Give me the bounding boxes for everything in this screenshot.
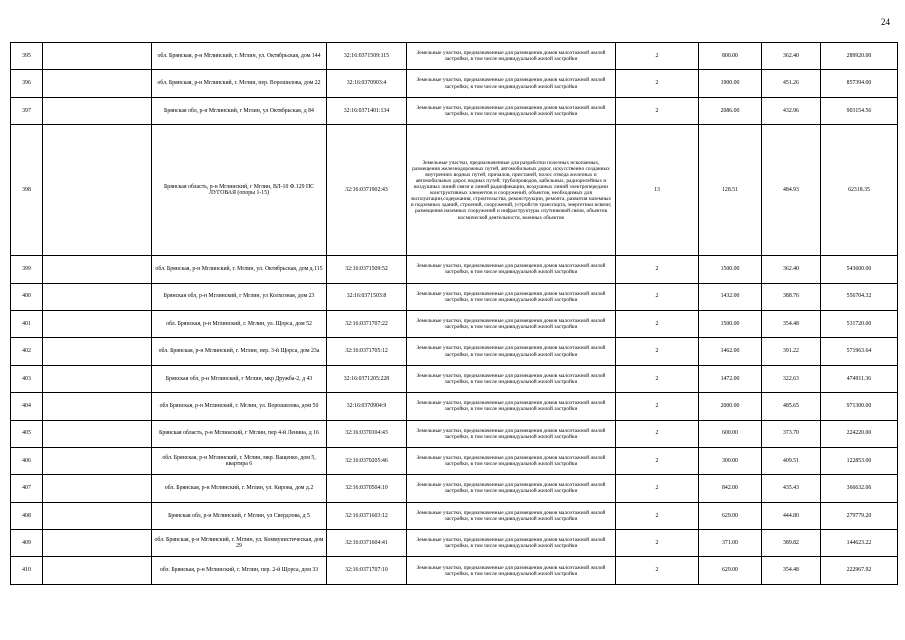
address-cell: обл. Брянская, р-н Мглинский, г. Мглин, ул. Октябрьская, дом 144 (152, 43, 327, 70)
row-number: 402 (11, 338, 43, 365)
area-cell: 800.00 (699, 43, 762, 70)
value-cell: 857394.00 (821, 70, 898, 97)
value-cell: 366632.06 (821, 475, 898, 502)
blank-cell (43, 557, 152, 584)
table-row (11, 70, 898, 97)
table-row (11, 365, 898, 392)
cadastral-number-cell: 32:16:0371509:115 (327, 43, 407, 70)
rate-cell: 391.22 (762, 338, 821, 365)
rate-cell: 435.43 (762, 475, 821, 502)
table-row (11, 310, 898, 337)
table-row (11, 502, 898, 529)
land-use-cell: Земельные участки, предназначенные для размещения домов малоэтажной жилой застройки, в том числе индивидуальной жилой застройки (407, 393, 616, 420)
blank-cell (43, 338, 152, 365)
value-cell: 279779.20 (821, 502, 898, 529)
quantity-cell: 2 (616, 338, 699, 365)
value-cell: 543600.00 (821, 256, 898, 283)
row-number: 409 (11, 530, 43, 557)
address-cell: Брянская обл, р-н Мглинский, г Мглин, ул Свердлова, д 5 (152, 502, 327, 529)
rate-cell: 389.82 (762, 530, 821, 557)
value-cell: 122853.00 (821, 447, 898, 474)
value-cell: 222967.92 (821, 557, 898, 584)
row-number: 404 (11, 393, 43, 420)
row-number: 400 (11, 283, 43, 310)
area-cell: 842.00 (699, 475, 762, 502)
row-number: 410 (11, 557, 43, 584)
blank-cell (43, 365, 152, 392)
cadastral-number-cell: 32:16:0371707:10 (327, 557, 407, 584)
quantity-cell: 2 (616, 43, 699, 70)
value-cell: 903154.56 (821, 97, 898, 124)
table-row (11, 475, 898, 502)
land-use-cell: Земельные участки, предназначенные для размещения домов малоэтажной жилой застройки, в том числе индивидуальной жилой застройки (407, 338, 616, 365)
blank-cell (43, 502, 152, 529)
quantity-cell: 2 (616, 365, 699, 392)
area-cell: 1462.00 (699, 338, 762, 365)
row-number: 401 (11, 310, 43, 337)
table-row (11, 97, 898, 124)
land-use-cell: Земельные участки, предназначенные для размещения домов малоэтажной жилой застройки, в том числе индивидуальной жилой застройки (407, 557, 616, 584)
value-cell: 144623.22 (821, 530, 898, 557)
rate-cell: 409.51 (762, 447, 821, 474)
area-cell: 1500.00 (699, 310, 762, 337)
cadastral-number-cell: 32:16:0370903:4 (327, 70, 407, 97)
land-use-cell: Земельные участки, предназначенные для размещения домов малоэтажной жилой застройки, в том числе индивидуальной жилой застройки (407, 43, 616, 70)
rate-cell: 432.96 (762, 97, 821, 124)
quantity-cell: 2 (616, 310, 699, 337)
row-number: 408 (11, 502, 43, 529)
area-cell: 600.00 (699, 420, 762, 447)
blank-cell (43, 393, 152, 420)
quantity-cell: 2 (616, 283, 699, 310)
value-cell: 571963.64 (821, 338, 898, 365)
value-cell: 556704.32 (821, 283, 898, 310)
table-row (11, 43, 898, 70)
quantity-cell: 2 (616, 420, 699, 447)
value-cell: 971300.00 (821, 393, 898, 420)
table-row (11, 125, 898, 256)
blank-cell (43, 97, 152, 124)
address-cell: обл. Брянская, р-н Мглинский, г. Мглин, пер. Ворошилова, дом 22 (152, 70, 327, 97)
area-cell: 371.00 (699, 530, 762, 557)
address-cell: Брянская обл, р-н Мглинский, г Мглин, ул Октябрьская, д 84 (152, 97, 327, 124)
cadastral-number-cell: 32:16:0371604:41 (327, 530, 407, 557)
rate-cell: 484.93 (762, 125, 821, 256)
address-cell: Брянская область, р-н Мглинский, г Мглин, пер 4-й Ленина, д 16 (152, 420, 327, 447)
table-body (11, 43, 898, 585)
rate-cell: 373.70 (762, 420, 821, 447)
area-cell: 2000.00 (699, 393, 762, 420)
blank-cell (43, 447, 152, 474)
cadastral-number-cell: 32:16:0371509:52 (327, 256, 407, 283)
cadastral-number-cell: 32:16:0371707:22 (327, 310, 407, 337)
quantity-cell: 2 (616, 447, 699, 474)
area-cell: 1500.00 (699, 256, 762, 283)
cadastral-number-cell: 32:16:0371503:8 (327, 283, 407, 310)
cadastral-number-cell: 32:16:0370205:46 (327, 447, 407, 474)
rate-cell: 388.76 (762, 283, 821, 310)
quantity-cell: 2 (616, 502, 699, 529)
rate-cell: 444.80 (762, 502, 821, 529)
cadastral-number-cell: 32:16:0370904:9 (327, 393, 407, 420)
quantity-cell: 2 (616, 97, 699, 124)
table-row (11, 557, 898, 584)
address-cell: обл. Брянская, р-н Мглинский, г. Мглин, ул. Щорса, дом 52 (152, 310, 327, 337)
land-use-cell: Земельные участки, предназначенные для размещения домов малоэтажной жилой застройки, в том числе индивидуальной жилой застройки (407, 420, 616, 447)
land-use-cell: Земельные участки, предназначенные для размещения домов малоэтажной жилой застройки, в том числе индивидуальной жилой застройки (407, 310, 616, 337)
blank-cell (43, 530, 152, 557)
quantity-cell: 2 (616, 475, 699, 502)
rate-cell: 354.48 (762, 557, 821, 584)
area-cell: 300.00 (699, 447, 762, 474)
cadastral-number-cell: 32:16:0371401:134 (327, 97, 407, 124)
area-cell: 1432.00 (699, 283, 762, 310)
rate-cell: 485.65 (762, 393, 821, 420)
value-cell: 224220.00 (821, 420, 898, 447)
address-cell: обл. Брянская, р-н Мглинский, г. Мглин, пер. 2-й Щорса, дом 33 (152, 557, 327, 584)
row-number: 396 (11, 70, 43, 97)
cadastral-number-cell: 32:16:0370504:10 (327, 475, 407, 502)
land-use-cell: Земельные участки, предназначенные для размещения домов малоэтажной жилой застройки, в том числе индивидуальной жилой застройки (407, 475, 616, 502)
land-use-cell: Земельные участки, предназначенные для размещения домов малоэтажной жилой застройки, в том числе индивидуальной жилой застройки (407, 97, 616, 124)
land-use-cell: Земельные участки, предназначенные для размещения домов малоэтажной жилой застройки, в том числе индивидуальной жилой застройки (407, 502, 616, 529)
quantity-cell: 2 (616, 530, 699, 557)
table-row (11, 393, 898, 420)
row-number: 395 (11, 43, 43, 70)
area-cell: 629.00 (699, 557, 762, 584)
address-cell: обл. Брянская, р-н Мглинский, г. Мглин, ул. Кирова, дом д.2 (152, 475, 327, 502)
rate-cell: 362.40 (762, 43, 821, 70)
address-cell: Брянская обл, р-н Мглинский, г Мглин, мкр Дружба-2, д 43 (152, 365, 327, 392)
cadastral-number-cell: 32:16:0371705:12 (327, 338, 407, 365)
row-number: 405 (11, 420, 43, 447)
value-cell: 474911.36 (821, 365, 898, 392)
area-cell: 1900.00 (699, 70, 762, 97)
blank-cell (43, 475, 152, 502)
quantity-cell: 2 (616, 557, 699, 584)
cadastral-number-cell: 32:16:0371603:12 (327, 502, 407, 529)
address-cell: Брянская обл, р-н Мглинский, г Мглин, ул Колхозная, дом 23 (152, 283, 327, 310)
row-number: 398 (11, 125, 43, 256)
table-row (11, 530, 898, 557)
rate-cell: 354.48 (762, 310, 821, 337)
land-use-cell: Земельные участки, предназначенные для размещения домов малоэтажной жилой застройки, в том числе индивидуальной жилой застройки (407, 256, 616, 283)
land-use-cell: Земельные участки, предназначенные для размещения домов малоэтажной жилой застройки, в том числе индивидуальной жилой застройки (407, 530, 616, 557)
cadastral-number-cell: 32:16:0371902:43 (327, 125, 407, 256)
value-cell: 62318.35 (821, 125, 898, 256)
row-number: 399 (11, 256, 43, 283)
cadastral-number-cell: 32:16:0370104:43 (327, 420, 407, 447)
land-use-cell: Земельные участки, предназначенные для размещения домов малоэтажной жилой застройки, в том числе индивидуальной жилой застройки (407, 70, 616, 97)
rate-cell: 451.26 (762, 70, 821, 97)
blank-cell (43, 310, 152, 337)
quantity-cell: 2 (616, 70, 699, 97)
cadastral-number-cell: 32:16:0371205:228 (327, 365, 407, 392)
area-cell: 128.51 (699, 125, 762, 256)
address-cell: обл. Брянская, р-н Мглинский, г. Мглин, пер. 3-й Щорса, дом 23а (152, 338, 327, 365)
land-use-cell: Земельные участки, предназначенные для разработки полезных ископаемых, размещения железнодорожных путей, автомобильных дорог, искусственно созданных внутренних водных путей, причалов, пристаней, полос отвода железных и автомобильных дорог, водных путей, трубопроводов, кабельных, радиорелейных и воздушных линий связи и линий радиофикации, воздушных линий электропередачи конструктивных элементов и сооружений, объектов, необходимых для эксплуатации,содержания, строительства, реконструкции, ремонта, развития наземных и подземных зданий, строений, сооружений, устройств транспорта, энергетики исвязи; размещения наземных сооружений и инфраструктуры спутниковой связи, объектов космической деятельности, военных объектов (407, 125, 616, 256)
value-cell: 531720.00 (821, 310, 898, 337)
address-cell: обл. Брянская, р-н Мглинский, г. Мглин, ул. Коммунистическая, дом 29 (152, 530, 327, 557)
address-cell: Брянская область, р-н Мглинский, г Мглин, ВЛ-10 Ф.129 ПС ЛУГОВАЯ (опоры 1-15) (152, 125, 327, 256)
table-row (11, 256, 898, 283)
address-cell: обл Брянская, р-н Мглинский, г. Мглин, ул. Ворошилова, дом 50 (152, 393, 327, 420)
land-use-cell: Земельные участки, предназначенные для размещения домов малоэтажной жилой застройки, в том числе индивидуальной жилой застройки (407, 447, 616, 474)
area-cell: 629.00 (699, 502, 762, 529)
table-row (11, 283, 898, 310)
area-cell: 2086.00 (699, 97, 762, 124)
value-cell: 289920.00 (821, 43, 898, 70)
row-number: 407 (11, 475, 43, 502)
row-number: 403 (11, 365, 43, 392)
table-row (11, 447, 898, 474)
row-number: 397 (11, 97, 43, 124)
page-number: 24 (881, 17, 890, 27)
rate-cell: 322.63 (762, 365, 821, 392)
land-use-cell: Земельные участки, предназначенные для размещения домов малоэтажной жилой застройки, в том числе индивидуальной жилой застройки (407, 365, 616, 392)
land-use-cell: Земельные участки, предназначенные для размещения домов малоэтажной жилой застройки, в том числе индивидуальной жилой застройки (407, 283, 616, 310)
rate-cell: 362.40 (762, 256, 821, 283)
blank-cell (43, 420, 152, 447)
quantity-cell: 2 (616, 256, 699, 283)
address-cell: обл. Брянская, р-н Мглинский, г. Мглин, мкр. Ващенко, дом 5, квартира 6 (152, 447, 327, 474)
blank-cell (43, 125, 152, 256)
land-register-table (10, 42, 898, 585)
blank-cell (43, 43, 152, 70)
row-number: 406 (11, 447, 43, 474)
table-row (11, 338, 898, 365)
quantity-cell: 13 (616, 125, 699, 256)
blank-cell (43, 283, 152, 310)
blank-cell (43, 70, 152, 97)
address-cell: обл. Брянская, р-н Мглинский, г. Мглин, ул. Октябрьская, дом д.115 (152, 256, 327, 283)
table-row (11, 420, 898, 447)
quantity-cell: 2 (616, 393, 699, 420)
blank-cell (43, 256, 152, 283)
area-cell: 1472.00 (699, 365, 762, 392)
